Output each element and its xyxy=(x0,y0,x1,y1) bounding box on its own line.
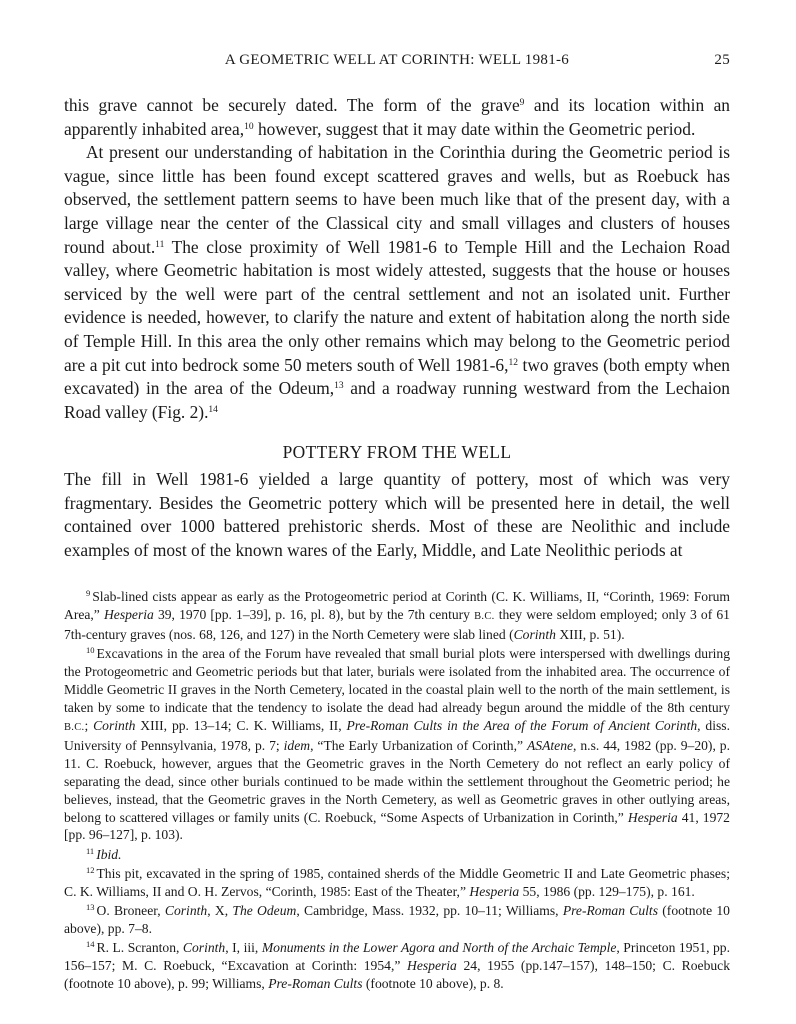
footnote-number: 9 xyxy=(86,588,91,599)
text-run: and a roadway running westward from the Lechaion Road valley (Fig. 2). xyxy=(64,378,730,422)
text-run: Slab-lined cists appear as early as the Protogeometric period at Corinth (C. K. Williams, II, “Corinth, 1969: Forum Area,” xyxy=(64,589,730,623)
footnote-11 xyxy=(64,846,730,864)
italic-run: Hesperia xyxy=(103,607,154,623)
paragraph-1 xyxy=(64,94,730,141)
text-run: XIII, p. 51). xyxy=(555,627,625,643)
italic-run: Hesperia xyxy=(627,809,678,825)
small-caps-run: B.C. xyxy=(64,722,85,734)
text-run: however, suggest that it may date within the Geometric period. xyxy=(253,118,696,139)
page-number: 25 xyxy=(714,52,730,68)
footnotes xyxy=(64,588,730,993)
running-head: A GEOMETRIC WELL AT CORINTH: WELL 1981-6 xyxy=(224,52,570,68)
text-run: 24, 1955 (pp.147–157), 148–150; C. Roebuck (footnote 10 above), p. 99; Williams, xyxy=(64,958,730,992)
text-run: they were seldom employed; only 3 of 61 7th-century graves (nos. 68, 126, and 127) in the North Cemetery were slab lined ( xyxy=(64,607,730,643)
footnote-ref-12[interactable]: 12 xyxy=(508,357,518,368)
section-title: POTTERY FROM THE WELL xyxy=(282,442,512,463)
text-run: , n.s. 44, 1982 (pp. 9–20), p. 11. C. Roebuck, however, argues that the Geometric graves in the North Cemetery do not reflect an early policy of separating the dead, since other burials continued to be made within the settlement throughout the Geometric period; he believes, instead, that the Geometric graves in the North Cemetery, as well as Geometric graves in other outlying areas, belong to scattered villages or family units (C. Roebuck, “Some Aspects of Urbanization in Corinth,” xyxy=(64,737,730,825)
italic-run: idem xyxy=(283,737,311,753)
paragraph-2 xyxy=(64,141,730,424)
text-run: , X, xyxy=(207,903,233,919)
italic-run: Hesperia xyxy=(469,883,520,899)
text-run: , Cambridge, Mass. 1932, pp. 10–11; Williams, xyxy=(296,903,563,919)
italic-run: Pre-Roman Cults xyxy=(562,903,658,919)
text-run: , “The Early Urbanization of Corinth,” xyxy=(310,737,527,753)
italic-run: Hesperia xyxy=(407,958,457,974)
footnote-ref-13[interactable]: 13 xyxy=(334,381,344,392)
italic-run: ASAtene xyxy=(526,737,574,753)
italic-run: Corinth xyxy=(513,627,556,643)
text-run: Excavations in the area of the Forum have revealed that small burial plots were interspersed with dwellings during the Protogeometric and Geometric periods but that later, burials were isolated from the inhabited area. The occurrence of Middle Geometric II graves in the North Cemetery, located in the coastal plain well to the north of the main settlement, is taken by some to indicate that the tendency to isolate the dead had already begun around the middle of the 8th century xyxy=(64,646,730,716)
footnote-10 xyxy=(64,645,730,844)
text-run: (footnote 10 above), p. 8. xyxy=(362,976,504,992)
page xyxy=(64,52,730,995)
text-run: XIII, pp. 13–14; C. K. Williams, II, xyxy=(135,718,347,734)
footnote-14 xyxy=(64,939,730,993)
text-run: At present our understanding of habitation in the Corinthia during the Geometric period is vague, since little has been found except scattered graves and wells, but as Roebuck has observed, the settlement pattern seems to have been much like that of the present day, with a large village near the center of the Classical city and small villages and clusters of houses round about. xyxy=(64,142,730,257)
small-caps-run: B.C. xyxy=(474,611,495,623)
paragraph-3: The fill in Well 1981-6 yielded a large quantity of pottery, most of which was very fragmentary. Besides the Geometric pottery which will be presented here in detail, the well contained over 1000 battered prehistoric sherds. Most of these are Neolithic and include examples of most of the known wares of the Early, Middle, and Late Neolithic periods at xyxy=(64,468,730,560)
footnote-number: 14 xyxy=(86,939,95,950)
page-header xyxy=(64,52,730,74)
text-run: R. L. Scranton, xyxy=(96,940,183,956)
footnote-number: 10 xyxy=(86,645,95,656)
italic-run: Pre-Roman Cults xyxy=(268,976,363,992)
footnote-ref-9[interactable]: 9 xyxy=(519,98,525,108)
text-run: (footnote 10 above), pp. 7–8. xyxy=(64,903,730,937)
footnote-13 xyxy=(64,902,730,938)
italic-run: Ibid. xyxy=(96,846,122,862)
footnote-ref-10[interactable]: 10 xyxy=(244,121,254,132)
italic-run: The Odeum xyxy=(232,903,297,919)
footnote-12 xyxy=(64,865,730,901)
italic-run: Corinth xyxy=(182,940,226,956)
text-run: , diss. University of Pennsylvania, 1978, p. 7; xyxy=(64,718,730,753)
text-run: 39, 1970 [pp. 1–39], p. 16, pl. 8), but by the 7th century xyxy=(153,607,475,623)
footnote-number: 13 xyxy=(86,902,95,913)
text-run: O. Broneer, xyxy=(96,903,165,919)
footnote-9 xyxy=(64,588,730,644)
text-run: and its location within an apparently inhabited area, xyxy=(64,95,730,139)
text-run: , I, iii, xyxy=(225,940,262,956)
italic-run: Corinth xyxy=(93,718,136,734)
text-run: ; xyxy=(84,718,94,734)
italic-run: Corinth xyxy=(164,903,208,919)
footnote-number: 11 xyxy=(86,845,95,856)
footnote-number: 12 xyxy=(86,865,95,876)
footnote-ref-14[interactable]: 14 xyxy=(208,404,218,415)
italic-run: Pre-Roman Cults in the Area of the Forum of Ancient Corinth xyxy=(346,718,698,734)
text-run: 55, 1986 (pp. 129–175), p. 161. xyxy=(519,883,695,899)
text-run: 41, 1972 [pp. 96–127], p. 103). xyxy=(64,809,730,843)
footnote-ref-11[interactable]: 11 xyxy=(155,239,165,250)
text-run: , Princeton 1951, pp. 156–157; M. C. Roebuck, “Excavation at Corinth: 1954,” xyxy=(64,940,730,974)
italic-run: Monuments in the Lower Agora and North of the Archaic Temple xyxy=(261,940,617,956)
text-run: The close proximity of Well 1981-6 to Temple Hill and the Lechaion Road valley, where Geometric habitation is most widely attested, suggests that the house or houses serviced by the well were part of the central settlement and not an isolated unit. Further evidence is needed, however, to clarify the nature and extent of habitation along the north side of Temple Hill. In this area the only other remains which may belong to the Geometric period are a pit cut into bedrock some 50 meters south of Well 1981-6, xyxy=(64,236,731,375)
text-run: This pit, excavated in the spring of 1985, contained sherds of the Middle Geometric II and Late Geometric phases; C. K. Williams, II and O. H. Zervos, “Corinth, 1985: East of the Theater,” xyxy=(64,866,730,899)
text-run: this grave cannot be securely dated. The form of the grave xyxy=(64,95,520,115)
body-text xyxy=(64,94,730,562)
text-run: two graves (both empty when excavated) in the area of the Odeum, xyxy=(64,354,730,399)
